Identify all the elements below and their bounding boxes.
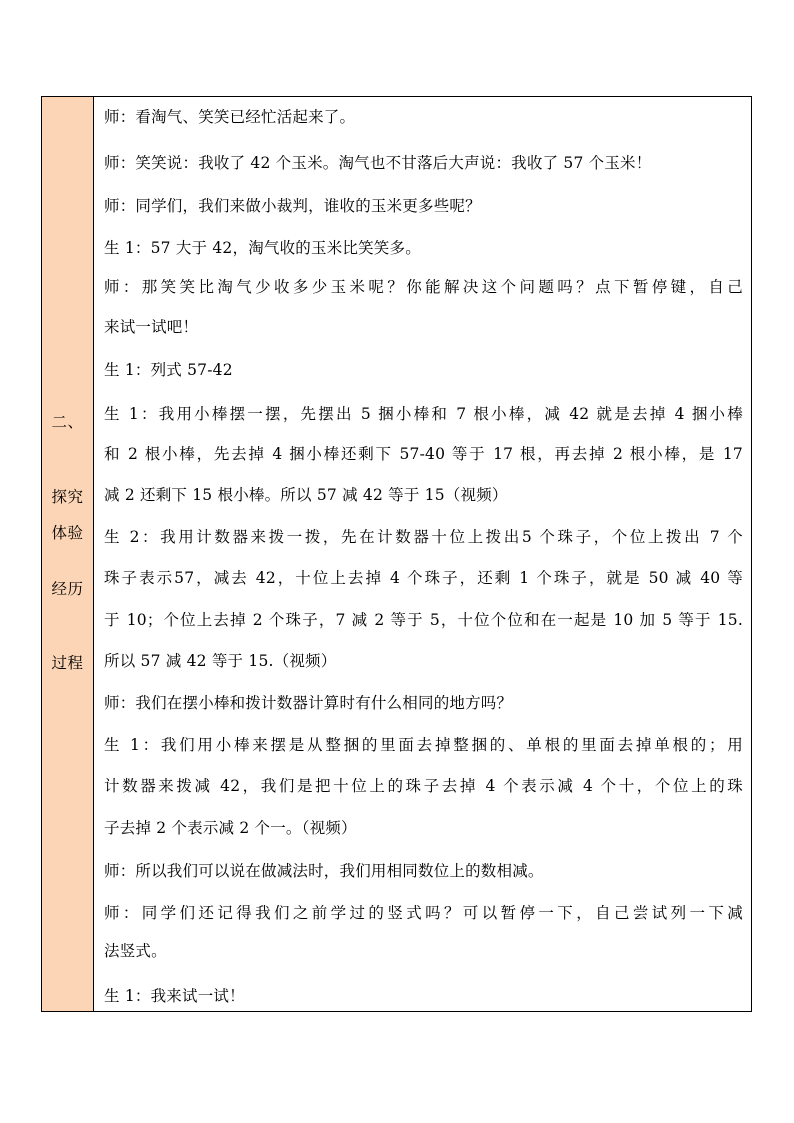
text-line: 和 2 根小棒，先去掉 4 捆小棒还剩下 57-40 等于 17 根，再去掉 2 根小棒，是 17 [104, 445, 743, 463]
section-label-line: 探究 [51, 488, 84, 506]
text-line: 师：所以我们可以说在做减法时，我们用相同数位上的数相减。 [104, 862, 544, 880]
text-line: 师：同学们，我们来做小裁判，谁收的玉米更多些呢？ [104, 197, 481, 215]
content-cell [94, 97, 751, 1011]
text-line: 生 1：57 大于 42，淘气收的玉米比笑笑多。 [104, 239, 421, 257]
text-line: 生 2：我用计数器来拨一拨，先在计数器十位上拨出5 个珠子，个位上拨出 7 个 [104, 528, 743, 546]
section-label-cell [42, 97, 94, 1011]
lesson-table [41, 96, 752, 1012]
text-line: 来试一试吧！ [104, 318, 199, 336]
text-line: 生 1：我来试一试！ [104, 987, 245, 1005]
text-line: 法竖式。 [104, 942, 167, 960]
text-line: 师：同学们还记得我们之前学过的竖式吗？可以暂停一下，自己尝试列一下减 [104, 904, 743, 922]
text-line: 所以 57 减 42 等于 15.（视频） [104, 652, 337, 670]
section-label-line: 过程 [51, 654, 84, 672]
section-label-line: 经历 [51, 580, 84, 598]
text-line: 珠子表示57，减去 42，十位上去掉 4 个珠子，还剩 1 个珠子，就是 50 减 40 等 [104, 569, 743, 587]
text-line: 师：那笑笑比淘气少收多少玉米呢？你能解决这个问题吗？点下暂停键，自己 [104, 278, 743, 296]
text-line: 计数器来拨减 42，我们是把十位上的珠子去掉 4 个表示减 4 个十，个位上的珠 [104, 777, 743, 795]
text-line: 师：看淘气、笑笑已经忙活起来了。 [104, 108, 356, 126]
text-line: 减 2 还剩下 15 根小棒。所以 57 减 42 等于 15（视频） [104, 486, 508, 504]
text-line: 生 1：我们用小棒来摆是从整捆的里面去掉整捆的、单根的里面去掉单根的；用 [104, 736, 743, 754]
text-line: 生 1：我用小棒摆一摆，先摆出 5 捆小棒和 7 根小棒，减 42 就是去掉 4 捆小棒 [104, 405, 743, 423]
section-label-line: 体验 [51, 524, 84, 542]
text-line: 子去掉 2 个表示减 2 个一。（视频） [104, 819, 357, 837]
text-line: 师：笑笑说：我收了 42 个玉米。淘气也不甘落后大声说：我收了 57 个玉米！ [104, 154, 652, 172]
text-line: 生 1：列式 57-42 [104, 361, 233, 379]
text-line: 于 10；个位上去掉 2 个珠子，7 减 2 等于 5，十位个位和在一起是 10 加 5 等于 15. [104, 611, 743, 629]
section-label-line: 二、 [51, 413, 84, 431]
text-line: 师：我们在摆小棒和拨计数器计算时有什么相同的地方吗？ [104, 694, 513, 712]
